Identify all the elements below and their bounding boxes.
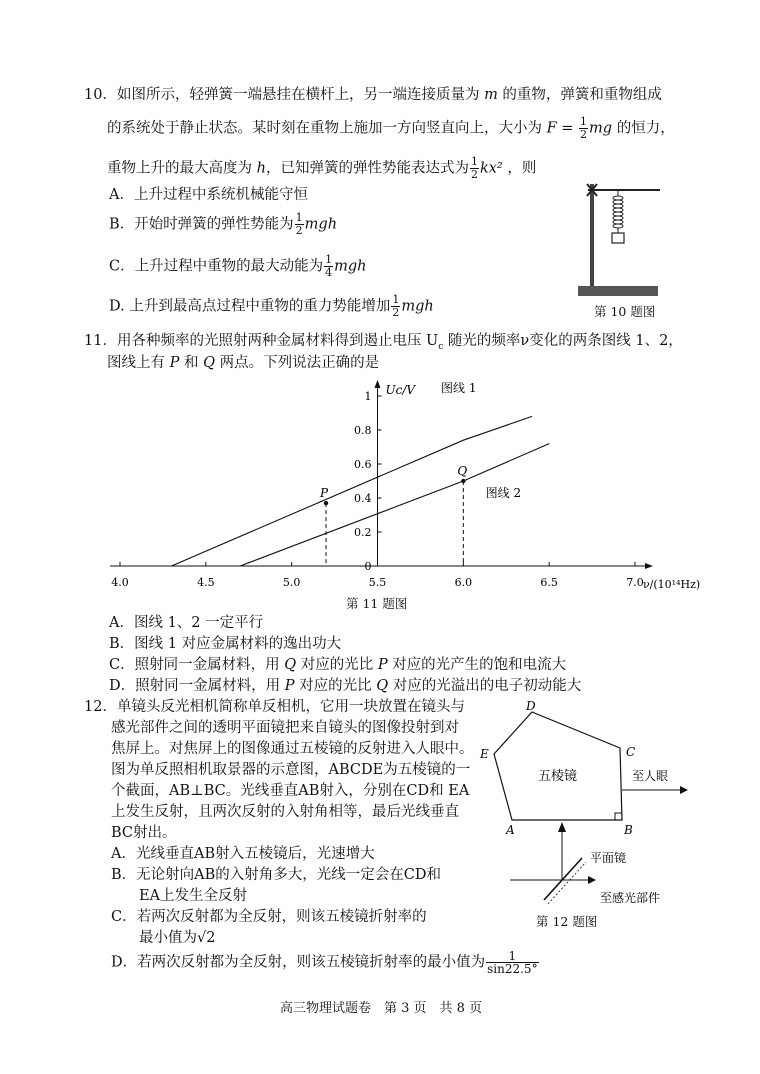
q12-line2: 感光部件之间的透明平面镜把来自镜头的图像投射到对	[111, 720, 459, 736]
label-C: C	[626, 745, 636, 759]
q11-figure-caption: 第 11 题图	[346, 596, 408, 611]
q11-option-a: A．图线 1、2 一定平行	[109, 615, 264, 631]
x-tick-label: 6.5	[540, 576, 558, 589]
x-tick-label: 5.0	[282, 576, 301, 589]
y-tick-label: 0.4	[354, 492, 372, 505]
q10-option-b: B．开始时弹簧的弹性势能为 $\frac{1}{2}$ mgh	[109, 211, 338, 237]
stand-base	[578, 286, 658, 296]
label-A: A	[506, 823, 515, 837]
point-label-Q: Q	[457, 464, 468, 478]
q12-figure	[476, 698, 726, 918]
q10-line3: 重物上升的最大高度为 h，已知弹簧的弹性势能表达式为 $\frac{1}{2}$ kx² ，则	[107, 155, 537, 181]
y-tick-label: 0.8	[354, 424, 372, 437]
series-label-2: 图线 2	[485, 486, 522, 501]
spring	[613, 190, 623, 233]
y-tick-label: 0.6	[354, 458, 372, 471]
x-axis-label: ν/(10¹⁴Hz)	[643, 578, 701, 591]
prism-label: 五棱镜	[538, 769, 578, 784]
q11-option-b: B．图线 1 对应金属材料的逸出功大	[109, 636, 342, 652]
x-tick-label: 4.5	[197, 576, 215, 589]
point-label-P: P	[320, 486, 329, 501]
label-E: E	[480, 747, 489, 761]
q12-option-b1: B．无论射向AB的入射角多大，光线一定会在CD和	[111, 867, 442, 883]
q11-line2: 图线上有 P 和 Q 两点。下列说法正确的是	[107, 355, 380, 371]
q12-line4: 图为单反照相机取景器的示意图，ABCDE为五棱镜的一	[111, 762, 471, 778]
q11-chart	[90, 376, 710, 596]
x-tick-label: 5.5	[368, 576, 387, 589]
stand-pole	[590, 184, 594, 286]
q10-line2: 的系统处于静止状态。某时刻在重物上施加一方向竖直向上，大小为 F = $\frac{1}{2}$ mg 的恒力，	[107, 115, 675, 141]
series-line-2	[240, 444, 549, 566]
x-tick-label: 7.0	[626, 576, 644, 589]
q12-option-a: A．光线垂直AB射入五棱镜后，光速增大	[111, 846, 375, 862]
q12-line7: BC射出。	[111, 825, 177, 841]
weight	[612, 233, 624, 243]
q12-option-d: D．若两次反射都为全反射，则该五棱镜折射率的最小值为 $\frac{1}{\sin 22.5^\circ}$	[111, 949, 538, 976]
x-tick-label: 4.0	[111, 576, 129, 589]
x-tick-label: 6.0	[454, 576, 473, 589]
q10-figure-caption: 第 10 题图	[594, 304, 656, 319]
pentaprism	[494, 712, 622, 820]
q12-line6: 上发生反射，且两次反射的入射角相等，最后光线垂直	[111, 804, 459, 820]
q11-option-d: D．照射同一金属材料，用 P 对应的光比 Q 对应的光溢出的电子初动能大	[109, 678, 582, 694]
label-D: D	[526, 699, 536, 713]
eye-label: 至人眼	[632, 769, 669, 783]
q12-figure-caption: 第 12 题图	[536, 914, 598, 929]
q10-line1: 10．如图所示，轻弹簧一端悬挂在横杆上，另一端连接质量为 m 的重物，弹簧和重物组成	[84, 87, 662, 103]
y-axis-label: Uc/V	[385, 383, 416, 397]
page-footer: 高三物理试题卷 第 3 页 共 8 页	[280, 1001, 483, 1016]
point-P	[324, 501, 328, 505]
q10-option-d: D. 上升到最高点过程中重物的重力势能增加 $\frac{1}{2}$ mgh	[109, 293, 434, 319]
mirror-label: 平面镜	[590, 851, 627, 865]
q10-option-a: A．上升过程中系统机械能守恒	[109, 187, 308, 203]
y-axis-arrow	[375, 380, 381, 388]
plane-mirror	[544, 858, 582, 900]
q11-line1: 11．用各种频率的光照射两种金属材料得到遏止电压 $U_c$ 随光的频率ν变化的两条图线 1、2，	[84, 333, 683, 352]
sensor-label: 至感光部件	[600, 891, 661, 905]
q12-option-c2: 最小值为√2	[139, 930, 216, 946]
point-Q	[461, 479, 465, 483]
q10-option-c: C．上升过程中重物的最大动能为 $\frac{1}{4}$ mgh	[109, 253, 367, 279]
series-label-1: 图线 1	[441, 381, 477, 396]
series-line-1	[172, 416, 533, 566]
q10-figure	[568, 176, 678, 302]
y-tick-label: 0	[364, 560, 372, 573]
q12-option-b2: EA上发生全反射	[139, 888, 248, 904]
label-B: B	[624, 823, 633, 837]
q12-line5: 个截面，AB⊥BC。光线垂直AB射入，分别在CD和 EA	[111, 783, 470, 799]
y-tick-label: 0.2	[354, 526, 372, 539]
q12-line3: 焦屏上。对焦屏上的图像通过五棱镜的反射进入人眼中。	[111, 741, 474, 757]
q12-line1: 12．单镜头反光相机简称单反相机，它用一块放置在镜头与	[84, 699, 465, 715]
x-axis-arrow	[645, 563, 653, 569]
q11-option-c: C．照射同一金属材料，用 Q 对应的光比 P 对应的光产生的饱和电流大	[109, 657, 567, 673]
q12-option-c1: C．若两次反射都为全反射，则该五棱镜折射率的	[111, 909, 427, 925]
y-tick-label: 1	[364, 390, 372, 403]
